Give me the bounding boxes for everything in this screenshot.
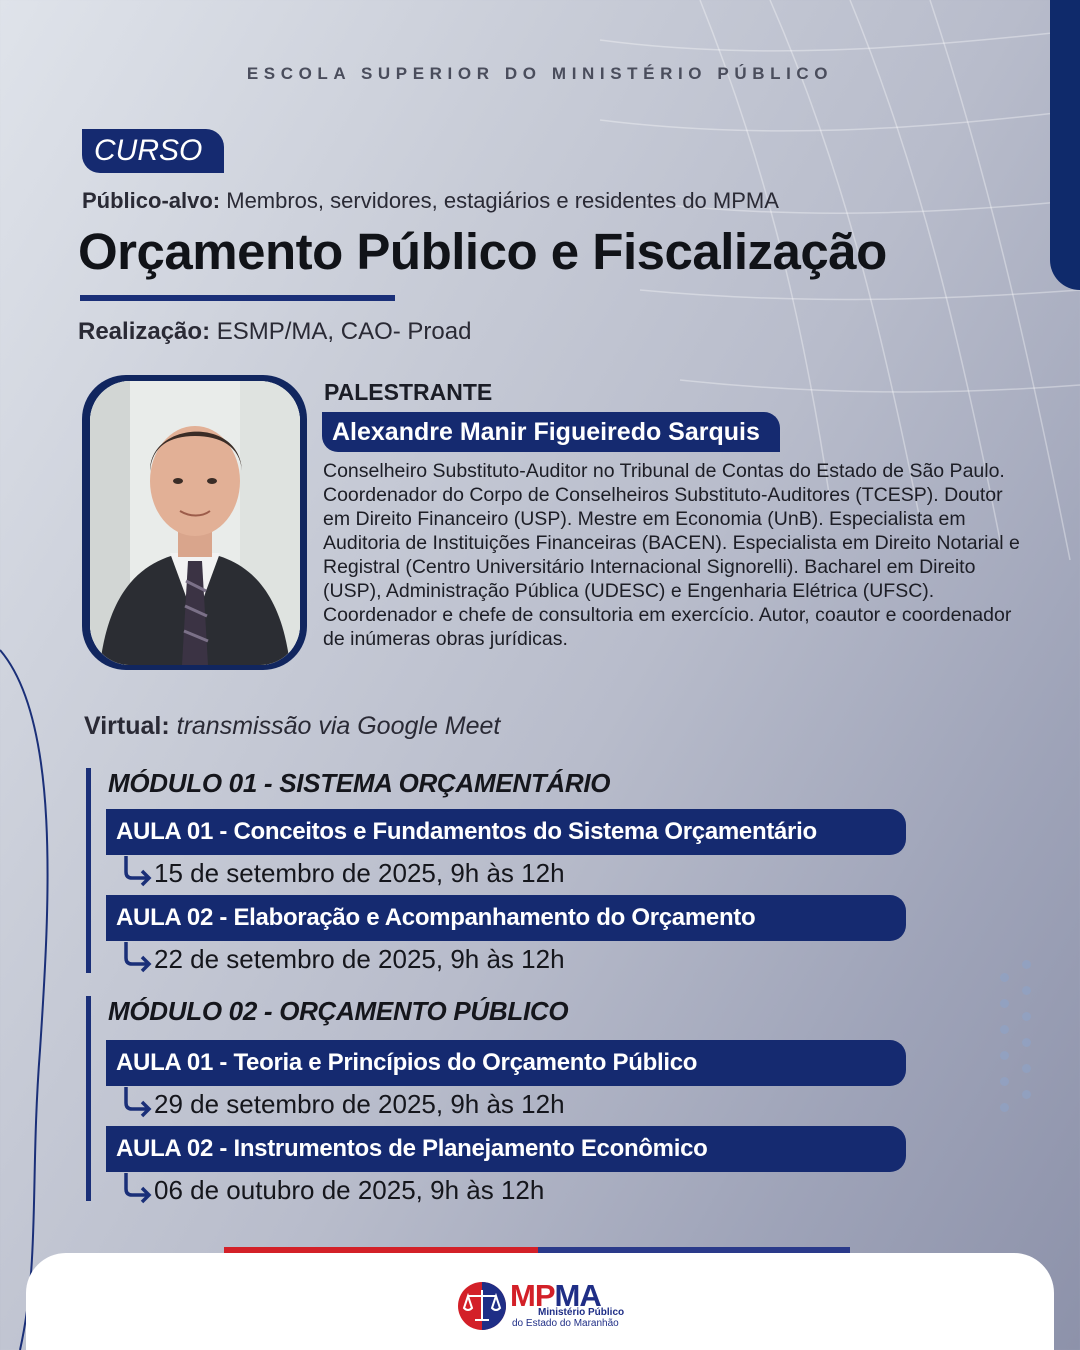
speaker-bio: Conselheiro Substituto-Auditor no Tribunal de Contas do Estado de São Paulo. Coordenador do Corpo de Conselheiros Substituto-Auditores (TCESP). Doutor em Direito Financeiro (USP). Mestre em Economia (UnB). Especialista em Auditoria de Instituições Financeiras (BACEN). Especialista em Direito Notarial e Registral (Centro Universitário Internacional Signorelli). Bacharel em Direito (USP), Administração Pública (UDESC) e Engenharia Elétrica (UFSC). Coordenador e chefe de consultoria em exercício. Autor, coautor e coordenador de inúmeras obras jurídicas. bbox=[323, 460, 1020, 650]
module-2-aula-2: AULA 02 - Instrumentos de Planejamento Econômico bbox=[106, 1126, 906, 1172]
module-1-aula-1-date: 15 de setembro de 2025, 9h às 12h bbox=[154, 858, 565, 888]
module-1-aula-1: AULA 01 - Conceitos e Fundamentos do Sistema Orçamentário bbox=[106, 809, 906, 855]
logo-subtitle-2: do Estado do Maranhão bbox=[512, 1318, 619, 1329]
virtual-value: transmissão via Google Meet bbox=[169, 712, 501, 740]
module-2 bbox=[86, 996, 916, 1205]
arrow-icon bbox=[120, 1085, 154, 1119]
logo-subtitle-1: Ministério Público bbox=[538, 1307, 625, 1318]
decorative-dots bbox=[1000, 960, 1060, 1140]
target-audience-label: Público-alvo: bbox=[82, 188, 221, 213]
module-1-aula-2-date: 22 de setembro de 2025, 9h às 12h bbox=[154, 944, 565, 974]
logo-mp: MP bbox=[510, 1278, 555, 1313]
module-2-aula-1: AULA 01 - Teoria e Princípios do Orçamento Público bbox=[106, 1040, 906, 1086]
target-audience bbox=[82, 188, 779, 214]
speaker-photo-frame bbox=[82, 375, 307, 670]
module-2-aula-1-date: 29 de setembro de 2025, 9h às 12h bbox=[154, 1089, 565, 1119]
organizer-label: Realização: bbox=[78, 318, 211, 345]
speaker-section-label: PALESTRANTE bbox=[324, 379, 493, 405]
module-2-aula-2-date: 06 de outubro de 2025, 9h às 12h bbox=[154, 1175, 545, 1205]
virtual-info bbox=[84, 712, 500, 741]
speaker-photo bbox=[90, 381, 300, 665]
corner-band bbox=[1050, 0, 1080, 290]
module-2-bar bbox=[86, 996, 91, 1201]
module-1-title: MÓDULO 01 - SISTEMA ORÇAMENTÁRIO bbox=[108, 768, 611, 798]
organizer bbox=[78, 318, 471, 346]
page-title: Orçamento Público e Fiscalização bbox=[78, 223, 887, 280]
speaker-name: Alexandre Manir Figueiredo Sarquis bbox=[322, 412, 780, 452]
virtual-label: Virtual: bbox=[84, 712, 170, 740]
target-audience-value: Membros, servidores, estagiários e residentes do MPMA bbox=[220, 188, 779, 213]
logo-ma: MA bbox=[554, 1278, 601, 1313]
arrow-icon bbox=[120, 940, 154, 974]
course-badge: CURSO bbox=[82, 129, 224, 173]
module-1-aula-2: AULA 02 - Elaboração e Acompanhamento do Orçamento bbox=[106, 895, 906, 941]
arrow-icon bbox=[120, 1171, 154, 1205]
module-2-title: MÓDULO 02 - ORÇAMENTO PÚBLICO bbox=[108, 996, 569, 1026]
title-underline bbox=[80, 295, 395, 301]
module-1-bar bbox=[86, 768, 91, 973]
organizer-value: ESMP/MA, CAO- Proad bbox=[210, 318, 472, 345]
arrow-icon bbox=[120, 854, 154, 888]
org-name: ESCOLA SUPERIOR DO MINISTÉRIO PÚBLICO bbox=[246, 64, 834, 83]
module-1 bbox=[86, 768, 916, 973]
